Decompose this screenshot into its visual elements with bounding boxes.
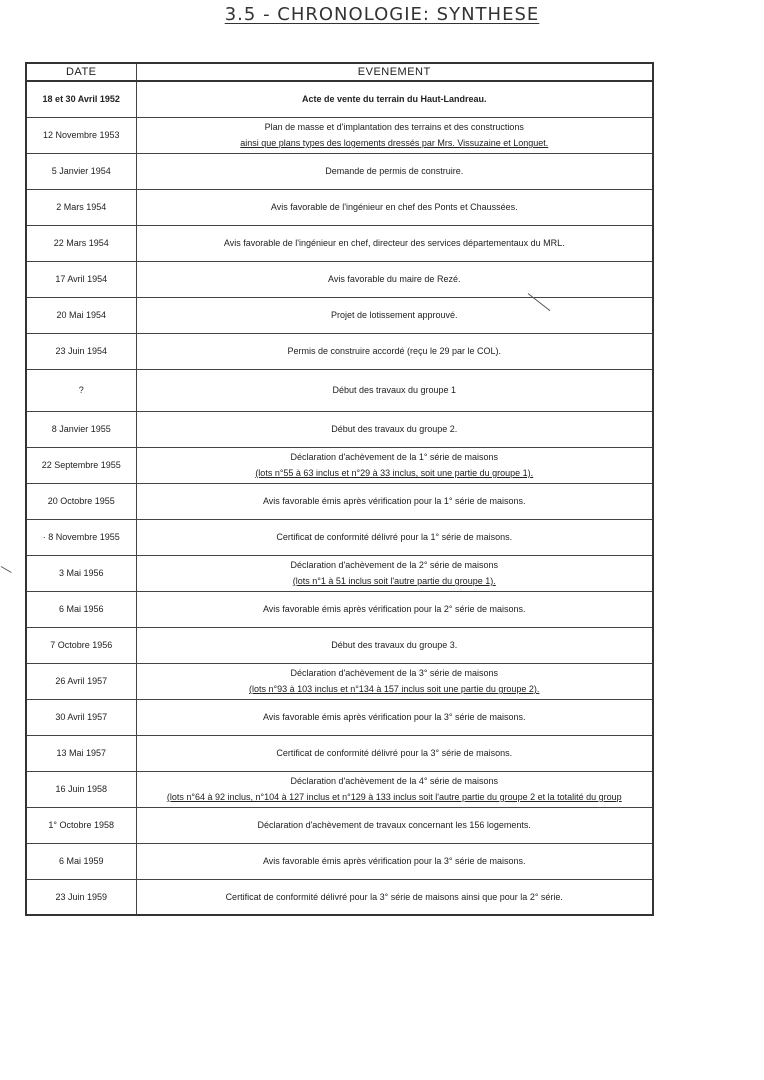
row-date: 1° Octobre 1958 (26, 807, 136, 843)
row-date: ? (26, 369, 136, 411)
table-row (26, 519, 653, 555)
event-line: Déclaration d'achèvement de travaux concernant les 156 logements. (257, 820, 531, 830)
event-line: Avis favorable émis après vérification pour la 1° série de maisons. (262, 496, 526, 506)
row-date: 7 Octobre 1956 (26, 627, 136, 663)
event-line: Déclaration d'achèvement de la 4° série de maisons (290, 776, 498, 786)
event-line: Certificat de conformité délivré pour la 1° série de maisons. (276, 532, 513, 542)
event-line: Avis favorable de l'ingénieur en chef, directeur des services départementaux du MRL. (223, 238, 565, 248)
table-row (26, 843, 653, 879)
table-row (26, 447, 653, 483)
event-line: Avis favorable émis après vérification pour la 2° série de maisons. (262, 604, 526, 614)
event-line: Avis favorable du maire de Rezé. (328, 274, 461, 284)
event-line: Demande de permis de construire. (325, 166, 464, 176)
row-event (136, 699, 653, 735)
row-date: 22 Mars 1954 (26, 225, 136, 261)
event-line: ainsi que plans types des logements dressés par Mrs. Vissuzaine et Longuet. (240, 138, 549, 148)
row-event (136, 189, 653, 225)
table-row (26, 591, 653, 627)
row-event (136, 663, 653, 699)
event-line: Déclaration d'achèvement de la 1° série de maisons (290, 452, 498, 462)
row-event (136, 411, 653, 447)
row-event (136, 153, 653, 189)
table-row (26, 117, 653, 153)
event-line: Avis favorable de l'ingénieur en chef des Ponts et Chaussées. (270, 202, 518, 212)
row-event (136, 591, 653, 627)
row-date: 17 Avril 1954 (26, 261, 136, 297)
table-row (26, 771, 653, 807)
table-row (26, 189, 653, 225)
row-event (136, 771, 653, 807)
event-line: (lots n°64 à 92 inclus, n°104 à 127 inclus et n°129 à 133 inclus soit l'autre partie du groupe 2 et la totalité du group (166, 792, 622, 802)
table-row (26, 333, 653, 369)
row-date: 18 et 30 Avril 1952 (26, 81, 136, 117)
chronology-table (25, 62, 654, 916)
table-row (26, 411, 653, 447)
event-line: (lots n°1 à 51 inclus soit l'autre partie du groupe 1). (292, 576, 496, 586)
event-line: Acte de vente du terrain du Haut-Landreau. (301, 94, 487, 105)
table-row (26, 81, 653, 117)
row-event (136, 735, 653, 771)
row-date: 23 Juin 1954 (26, 333, 136, 369)
row-event (136, 807, 653, 843)
row-date: 22 Septembre 1955 (26, 447, 136, 483)
table-header-row (26, 63, 653, 81)
document-title: 3.5 - CHRONOLOGIE: SYNTHESE (224, 4, 540, 25)
event-line: Début des travaux du groupe 1 (332, 385, 457, 395)
table-row (26, 879, 653, 915)
event-line: Certificat de conformité délivré pour la 3° série de maisons ainsi que pour la 2° série. (225, 891, 563, 902)
row-date: 16 Juin 1958 (26, 771, 136, 807)
row-date: 6 Mai 1956 (26, 591, 136, 627)
row-event (136, 369, 653, 411)
table-row (26, 555, 653, 591)
row-date: 5 Janvier 1954 (26, 153, 136, 189)
event-line: Avis favorable émis après vérification pour la 3° série de maisons. (262, 856, 526, 866)
table-row (26, 369, 653, 411)
table-row (26, 153, 653, 189)
margin-mark (1, 566, 12, 573)
row-date: 2 Mars 1954 (26, 189, 136, 225)
table-row (26, 297, 653, 333)
row-event (136, 81, 653, 117)
row-event (136, 627, 653, 663)
row-date: · 8 Novembre 1955 (26, 519, 136, 555)
row-event (136, 333, 653, 369)
table-row (26, 699, 653, 735)
table-row (26, 261, 653, 297)
row-event (136, 297, 653, 333)
event-line: Début des travaux du groupe 3. (331, 640, 458, 650)
row-event (136, 225, 653, 261)
event-line: Déclaration d'achèvement de la 3° série de maisons (290, 668, 498, 678)
event-column-header: EVENEMENT (136, 63, 653, 81)
table-row (26, 663, 653, 699)
row-event (136, 117, 653, 153)
event-line: Début des travaux du groupe 2. (331, 424, 458, 434)
table-row (26, 627, 653, 663)
row-event (136, 483, 653, 519)
row-date: 8 Janvier 1955 (26, 411, 136, 447)
table-row (26, 735, 653, 771)
event-line: Certificat de conformité délivré pour la 3° série de maisons. (276, 748, 513, 758)
event-line: (lots n°93 à 103 inclus et n°134 à 157 inclus soit une partie du groupe 2). (249, 684, 540, 694)
row-date: 26 Avril 1957 (26, 663, 136, 699)
row-event (136, 843, 653, 879)
row-date: 23 Juin 1959 (26, 879, 136, 915)
row-date: 20 Mai 1954 (26, 297, 136, 333)
row-date: 13 Mai 1957 (26, 735, 136, 771)
event-line: Déclaration d'achèvement de la 2° série de maisons (290, 560, 498, 570)
row-date: 6 Mai 1959 (26, 843, 136, 879)
event-line: (lots n°55 à 63 inclus et n°29 à 33 inclus, soit une partie du groupe 1). (255, 468, 534, 478)
row-date: 30 Avril 1957 (26, 699, 136, 735)
event-line: Avis favorable émis après vérification pour la 3° série de maisons. (262, 712, 526, 722)
row-date: 20 Octobre 1955 (26, 483, 136, 519)
row-event (136, 519, 653, 555)
event-line: Permis de construire accordé (reçu le 29 par le COL). (287, 346, 502, 356)
row-date: 3 Mai 1956 (26, 555, 136, 591)
event-line: Projet de lotissement approuvé. (330, 310, 458, 320)
table-row (26, 225, 653, 261)
event-line: Plan de masse et d'implantation des terrains et des constructions (264, 122, 524, 132)
row-event (136, 879, 653, 915)
row-event (136, 555, 653, 591)
table-body (26, 81, 653, 915)
table-row (26, 483, 653, 519)
row-date: 12 Novembre 1953 (26, 117, 136, 153)
row-event (136, 447, 653, 483)
date-column-header: DATE (26, 63, 136, 81)
row-event (136, 261, 653, 297)
table-row (26, 807, 653, 843)
